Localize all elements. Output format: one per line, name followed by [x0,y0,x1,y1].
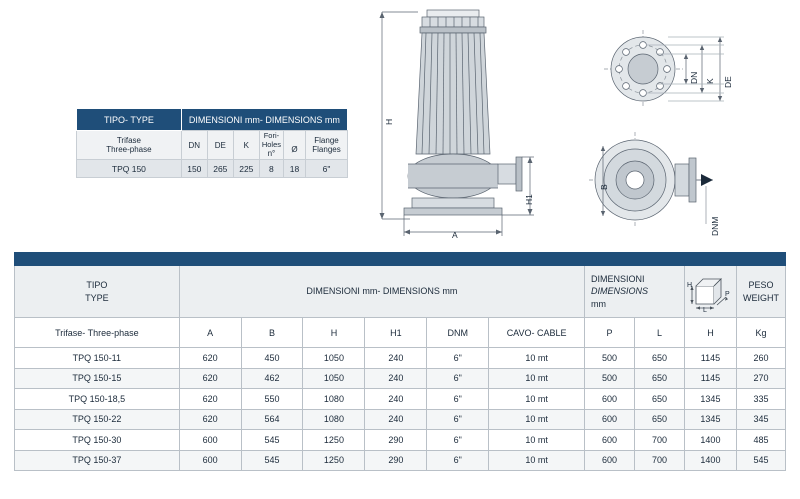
group-header-dimensions: DIMENSIONI mm- DIMENSIONS mm [179,266,584,318]
cell-b: 564 [241,409,303,430]
top-subheader-phase-en: Three-phase [106,145,152,155]
cell-b: 550 [241,389,303,410]
cell-kg: 260 [736,348,785,369]
front-view-label-H: H [384,118,394,125]
table-row [15,450,786,471]
top-header-type: TIPO- TYPE [77,109,182,131]
top-row-de: 265 [207,160,233,178]
cell-cable: 10 mt [489,450,585,471]
cell-h1: 240 [365,389,427,410]
group-header-packaging-en: DIMENSIONS [591,286,649,297]
group-header-package-icon-cell [684,266,736,318]
group-header-packaging-unit: mm [591,298,607,309]
top-row-holes-d: 18 [284,160,306,178]
front-view-label-H1: H1 [524,194,534,205]
top-row-k: 225 [233,160,259,178]
cell-b: 545 [241,430,303,451]
top-table-subheader-row-2 [77,131,348,160]
top-subheader-holes-label: Fori- Holes [261,131,281,149]
column-header-l: L [635,318,685,348]
cell-a: 620 [179,348,241,369]
top-subheader-holes-n [259,131,283,160]
cell-a: 620 [179,368,241,389]
cell-pack-h: 1145 [684,368,736,389]
svg-text:H: H [687,281,693,289]
cell-dnm: 6" [427,409,489,430]
table-row [15,430,786,451]
column-header-h: H [303,318,365,348]
main-table-top-band-row [15,253,786,266]
group-header-packaging [585,266,685,318]
top-subheader-k: K [233,131,259,160]
cell-p: 500 [585,348,635,369]
cell-a: 620 [179,389,241,410]
cell-pack-h: 1145 [684,348,736,369]
main-table-top-band [15,253,786,266]
group-header-weight [736,266,785,318]
column-header-cable: CAVO- CABLE [489,318,585,348]
group-header-type-en: TYPE [85,292,109,303]
column-header-h1: H1 [365,318,427,348]
cell-cable: 10 mt [489,348,585,369]
column-header-b: B [241,318,303,348]
column-header-kg: Kg [736,318,785,348]
cell-type: TPQ 150-22 [15,409,180,430]
cell-type: TPQ 150-15 [15,368,180,389]
pump-plan-view-drawing [575,128,750,238]
cell-kg: 270 [736,368,785,389]
cell-cable: 10 mt [489,368,585,389]
cell-cable: 10 mt [489,430,585,451]
table-row [15,368,786,389]
front-view-label-A: A [452,230,458,240]
cell-h: 1050 [303,368,365,389]
cell-p: 600 [585,409,635,430]
top-subheader-phase-it: Trifase [116,136,141,146]
cell-dnm: 6" [427,430,489,451]
top-subheader-holes-d-sym: Ø [291,144,298,154]
cell-h: 1050 [303,348,365,369]
cell-l: 650 [635,409,685,430]
cell-kg: 545 [736,450,785,471]
cell-b: 545 [241,450,303,471]
cell-kg: 345 [736,409,785,430]
top-subheader-flange-it: Flange [314,136,339,146]
top-table-header-row [77,109,348,131]
cell-p: 600 [585,450,635,471]
cell-a: 600 [179,450,241,471]
cell-pack-h: 1345 [684,389,736,410]
dimensions-table-main [14,252,786,471]
cell-type: TPQ 150-30 [15,430,180,451]
top-subheader-de: DE [207,131,233,160]
cell-h: 1250 [303,450,365,471]
cell-h1: 240 [365,348,427,369]
specification-table-top [76,108,348,178]
flange-label-K: K [705,78,715,84]
cell-h: 1080 [303,389,365,410]
cell-pack-h: 1400 [684,430,736,451]
main-table-group-header-row [15,266,786,318]
cell-b: 462 [241,368,303,389]
cell-h1: 240 [365,409,427,430]
cell-dnm: 6" [427,450,489,471]
cell-b: 450 [241,348,303,369]
cell-h: 1080 [303,409,365,430]
table-row [15,348,786,369]
cell-p: 600 [585,389,635,410]
column-header-p: P [585,318,635,348]
group-header-weight-it: PESO [748,280,774,291]
cell-l: 650 [635,368,685,389]
svg-text:P: P [725,290,731,298]
top-subheader-dn: DN [181,131,207,160]
cell-h1: 290 [365,430,427,451]
flange-label-DE: DE [723,76,733,88]
cell-pack-h: 1400 [684,450,736,471]
top-header-dimensions: DIMENSIONI mm- DIMENSIONS mm [181,109,347,131]
column-header-phase: Trifase- Three-phase [15,318,180,348]
flange-label-DN: DN [689,71,699,84]
top-subheader-flange-en: Flanges [312,145,341,155]
cell-a: 600 [179,430,241,451]
main-table-column-header-row [15,318,786,348]
cell-pack-h: 1345 [684,409,736,430]
top-subheader-holes-d [284,131,306,160]
svg-text:L: L [703,306,708,312]
cell-cable: 10 mt [489,389,585,410]
cell-kg: 335 [736,389,785,410]
cell-dnm: 6" [427,389,489,410]
cell-a: 620 [179,409,241,430]
cell-cable: 10 mt [489,409,585,430]
cell-dnm: 6" [427,348,489,369]
top-subheader-holes-n-sym: n° [267,149,276,159]
plan-view-label-B: B [599,184,609,190]
cell-h: 1250 [303,430,365,451]
top-row-type: TPQ 150 [77,160,182,178]
column-header-a: A [179,318,241,348]
group-header-type [15,266,180,318]
cell-h1: 290 [365,450,427,471]
top-row-holes-n: 8 [259,160,283,178]
cell-l: 650 [635,348,685,369]
cell-p: 500 [585,368,635,389]
cell-dnm: 6" [427,368,489,389]
package-box-icon [686,272,734,312]
cell-kg: 485 [736,430,785,451]
cell-l: 650 [635,389,685,410]
plan-view-label-DNM: DNM [710,216,720,236]
cell-l: 700 [635,450,685,471]
table-row [15,389,786,410]
top-row-dn: 150 [181,160,207,178]
cell-type: TPQ 150-11 [15,348,180,369]
cell-l: 700 [635,430,685,451]
top-subheader-phase [77,131,182,160]
top-row-flange: 6" [306,160,348,178]
group-header-packaging-it: DIMENSIONI [591,274,645,285]
top-subheader-flange [306,131,348,160]
cell-type: TPQ 150-37 [15,450,180,471]
column-header-pack-h: H [684,318,736,348]
pump-front-view-drawing [370,4,560,244]
cell-p: 600 [585,430,635,451]
column-header-dnm: DNM [427,318,489,348]
cell-type: TPQ 150-18,5 [15,389,180,410]
table-row [15,409,786,430]
top-table-row [77,160,348,178]
cell-h1: 240 [365,368,427,389]
flange-view-drawing [598,26,738,112]
group-header-weight-en: WEIGHT [742,292,779,303]
group-header-type-it: TIPO [86,280,108,291]
